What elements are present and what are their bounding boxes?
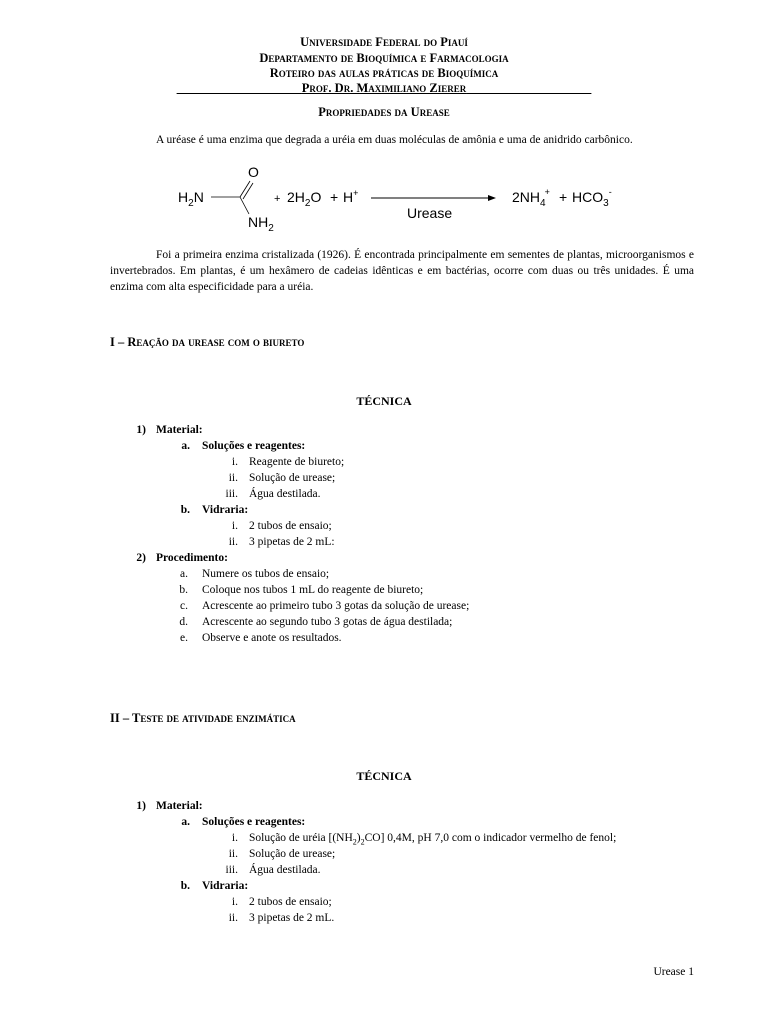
plus-sign-2: + (330, 189, 339, 205)
arrow-head (488, 195, 496, 201)
description-text: Foi a primeira enzima cristalizada (1926). É encontrada principalmente em sementes de plantas, microorganismos e invertebrados. Em plantas, é um hexâmero de cadeias idênticas e em bactérias, ocorre com duas ou três unidades. É uma enzima com alta especificidade para a uréia. (110, 249, 694, 293)
proton-label: H+ (343, 188, 359, 205)
bond-c-o-1 (240, 181, 250, 197)
header-professor (0, 80, 768, 96)
water-label: $2H_2O$ (287, 189, 322, 209)
ammonium-label: $2NH_4+$ (512, 187, 550, 209)
enzyme-label: Urease (407, 205, 453, 221)
section-1-technique: TÉCNICA (356, 394, 412, 408)
intro-text: A uréase é uma enzima que degrada a uréia em duas moléculas de amônia e uma de anidrido carbônico. (156, 134, 633, 146)
bicarbonate-label: $HCO_3^-$ (572, 187, 612, 209)
page-footer: Urease 1 (653, 966, 694, 978)
page-title: Propriedades da Urease (318, 105, 450, 119)
nh2-label: $NH_2$ (248, 214, 274, 234)
header-course: Roteiro das aulas práticas de Bioquímica (269, 66, 499, 80)
header-professor-name: Prof. Dr. Maximiliano Zierer (301, 81, 467, 95)
plus-sign-3: + (559, 189, 568, 205)
header-department: Departamento de Bioquímica e Farmacologia (259, 51, 509, 65)
urea-reaction-scheme (170, 160, 630, 238)
h2n-label: $H_2N$ (178, 189, 204, 209)
bond-c-o-2 (243, 183, 253, 199)
section-1-title: I – Reação da urease com o biureto (110, 335, 305, 349)
section-2-technique: TÉCNICA (356, 769, 412, 783)
description-paragraph (110, 247, 694, 295)
oxygen-label: O (248, 164, 259, 180)
header-underline-left: ____________________ (176, 81, 302, 95)
bond-c-n (240, 197, 249, 214)
section-2-title: II – Teste de atividade enzimática (110, 711, 296, 725)
plus-sign-1: + (274, 193, 281, 205)
header-underline-right: ____________________ (466, 81, 592, 95)
header-university: Universidade Federal do Piauí (300, 35, 468, 49)
